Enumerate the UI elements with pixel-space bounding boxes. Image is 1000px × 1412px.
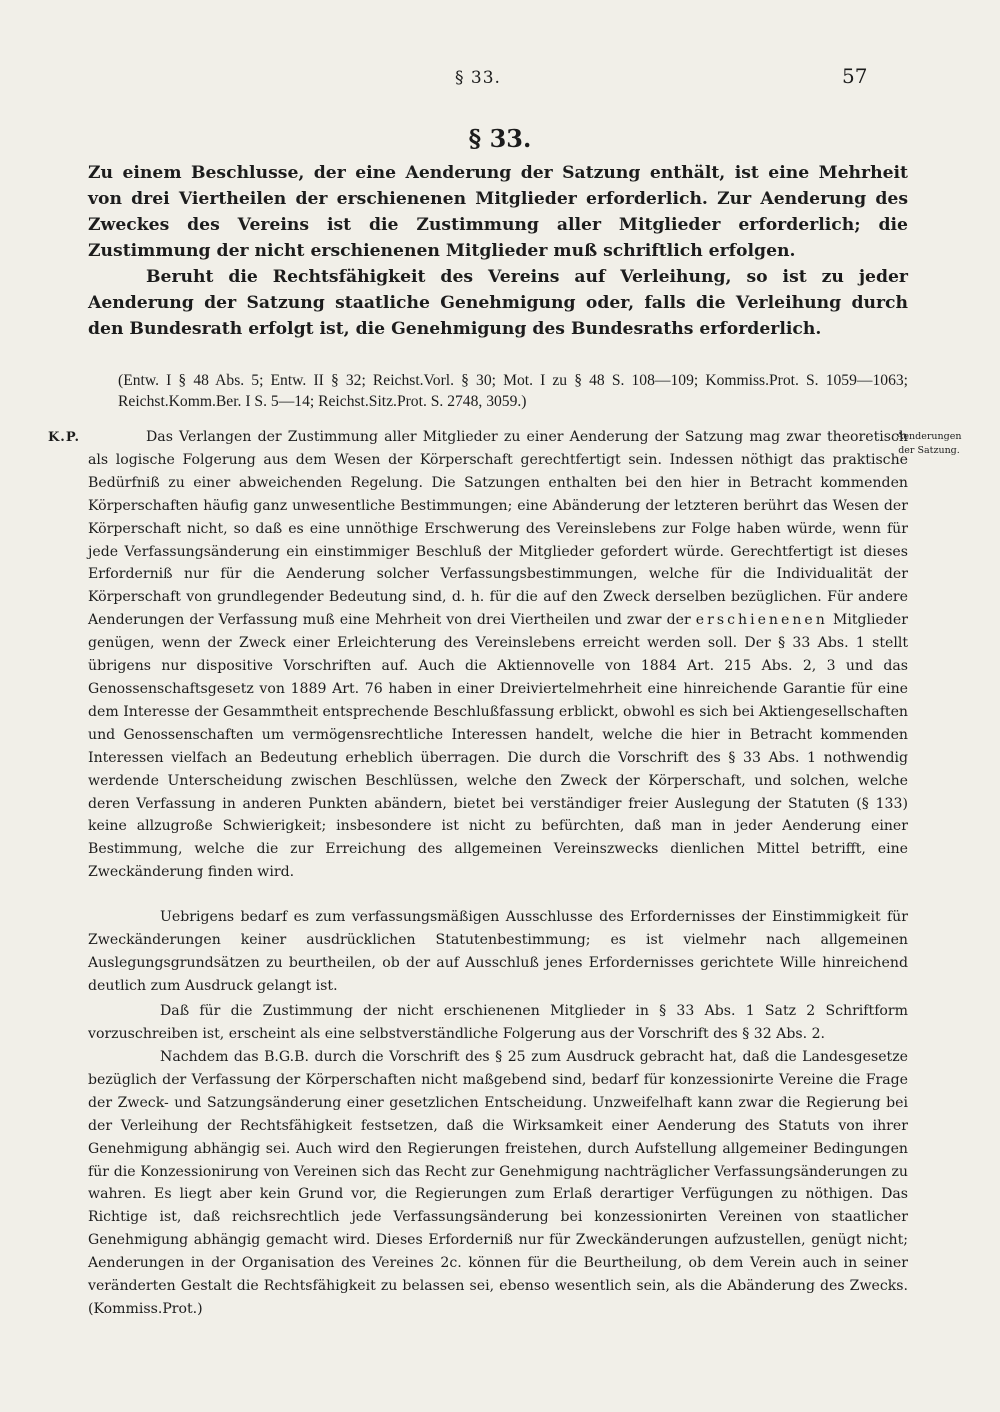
commentary-text-2: Uebrigens bedarf es zum verfassungsmäßigen Ausschlusse des Erfordernisses der Einstimmigkeit für Zweckänderungen keiner ausdrücklichen Statutenbestimmung; es ist vielmehr nach allgemeinen Auslegungsgrundsätzen zu beurtheilen, ob der auf Ausschluß jenes Erfordernisses gerichtete Wille hinreichend deutlich zum Ausdruck gelangt ist. [88, 909, 908, 994]
commentary-paragraph-4 [88, 1046, 908, 1321]
commentary-paragraph-3 [88, 1000, 908, 1046]
commentary-text-1b: Mitglieder genügen, wenn der Zweck einer Erleichterung des Vereinslebens erreicht werden soll. Der § 33 Abs. 1 stellt übrigens nur dispositive Vorschriften auf. Auch die Aktiennovelle von 1884 Art. 215 Abs. 2, 3 und das Genossenschaftsgesetz von 1889 Art. 76 haben in einer Dreiviertelmehrheit eine hinreichende Garantie für eine dem Interesse der Gesammtheit entsprechende Beschlußfassung erblickt, obwohl es sich bei Aktiengesellschaften und Genossenschaften um vermögensrechtliche Interessen handelt, welche die hier in Betracht kommenden Interessen vielfach an Bedeutung erheblich überragen. Die durch die Vorschrift des § 33 Abs. 1 nothwendig werdende Unterscheidung zwischen Beschlüssen, welche den Zweck der Körperschaft, und solchen, welche deren Verfassung in anderen Punkten abändern, bietet bei verständiger freier Auslegung der Statuten (§ 133) keine allzugroße Schwierigkeit; insbesondere ist nicht zu befürchten, daß man in jeder Aenderung einer Bestimmung, welche die zur Erreichung des allgemeinen Vereinszwecks dienlichen Mittel betrifft, eine Zweckänderung finden wird. [88, 612, 909, 881]
emphasized-word: erschienenen [695, 612, 828, 629]
commentary-text-1 [88, 426, 908, 884]
statute-text-2: Beruht die Rechtsfähigkeit des Vereins auf Verleihung, so ist zu jeder Aenderung der Satzung staatliche Genehmigung oder, falls die Verleihung durch den Bundesrath erfolgt ist, die Genehmigung des Bundesraths erforderlich. [88, 267, 908, 339]
commentary-paragraph-2 [88, 906, 908, 998]
commentary-text-3: Daß für die Zustimmung der nicht erschienenen Mitglieder in § 33 Abs. 1 Satz 2 Schriftform vorzuschreiben ist, erscheint als eine selbstverständliche Folgerung aus der Vorschrift des § 32 Abs. 2. [88, 1003, 908, 1042]
commentary-text-4: Nachdem das B.G.B. durch die Vorschrift des § 25 zum Ausdruck gebracht hat, daß die Landesgesetze bezüglich der Verfassung der Körperschaften nicht maßgebend sind, bedarf für konzessionirte Vereine die Frage der Zweck- und Satzungsänderung einer gesetzlichen Entscheidung. Unzweifelhaft kann zwar die Regierung bei der Verleihung der Rechtsfähigkeit festsetzen, daß die Wirksamkeit einer Aenderung des Statuts von ihrer Genehmigung abhängig sei. Auch wird den Regierungen freistehen, durch Aufstellung allgemeiner Bedingungen für die Konzessionirung von Vereinen sich das Recht zur Genehmigung nachträglicher Verfassungsänderungen zu wahren. Es liegt aber kein Grund vor, die Regierungen zum Erlaß derartiger Verfügungen zu nöthigen. Das Richtige ist, daß reichsrechtlich jede Verfassungsänderung bei konzessionirten Vereinen von staatlicher Genehmigung abhängig gemacht wird. Dieses Erforderniß nur für Zweckänderungen aufzustellen, genügt nicht; Aenderungen in der Organisation des Vereines 2c. können für die Beurtheilung, ob dem Verein auch in seiner veränderten Gestalt die Rechtsfähigkeit zu belassen sei, ebenso wesentlich sein, als die Abänderung des Zwecks. (Kommiss.Prot.) [88, 1049, 908, 1317]
running-head: § 33. [455, 68, 501, 88]
legislative-sources: (Entw. I § 48 Abs. 5; Entw. II § 32; Reichst.Vorl. § 30; Mot. I zu § 48 S. 108—109; Kommiss.Prot. S. 1059—1063; Reichst.Komm.Ber. I S. 5—14; Reichst.Sitz.Prot. S. 2748, 3059.) [118, 372, 908, 410]
commentary-text-1a: Das Verlangen der Zustimmung aller Mitglieder zu einer Aenderung der Satzung mag zwar theoretisch als logische Folgerung aus dem Wesen der Körperschaft gerechtfertigt sein. Indessen nöthigt das praktische Bedürfniß zu einer abweichenden Regelung. Die Satzungen enthalten bei den hier in Betracht kommenden Körperschaften häufig ganz unwesentliche Bestimmungen; eine Abänderung der letzteren berührt das Wesen der Körperschaft nicht, so daß es eine unnöthige Erschwerung des Vereinslebens zur Folge haben würde, wenn für jede Verfassungsänderung ein einstimmiger Beschluß der Mitglieder gefordert würde. Gerechtfertigt ist dieses Erforderniß nur für die Aenderung solcher Verfassungsbestimmungen, welche für die Individualität der Körperschaft von grundlegender Bedeutung sind, d. h. für die auf den Zweck derselben bezüglichen. Für andere Aenderungen der Verfassung muß eine Mehrheit von drei Viertheilen und zwar der [88, 429, 908, 629]
statute-text-1: Zu einem Beschlusse, der eine Aenderung der Satzung enthält, ist eine Mehrheit von drei Viertheilen der erschienenen Mitglieder erforderlich. Zur Aenderung des Zweckes des Vereins ist die Zustimmung aller Mitglieder erforderlich; die Zustimmung der nicht erschienenen Mitglieder muß schriftlich erfolgen. [88, 163, 908, 261]
source-sigil: K.P. [48, 430, 80, 445]
statute-paragraph-1 [88, 160, 908, 264]
page-number: 57 [842, 64, 868, 88]
section-heading: § 33. [468, 124, 532, 153]
commentary-paragraph-1 [88, 426, 908, 884]
margin-note: Aenderungen der Satzung. [896, 431, 962, 456]
statute-paragraph-2 [88, 264, 908, 342]
